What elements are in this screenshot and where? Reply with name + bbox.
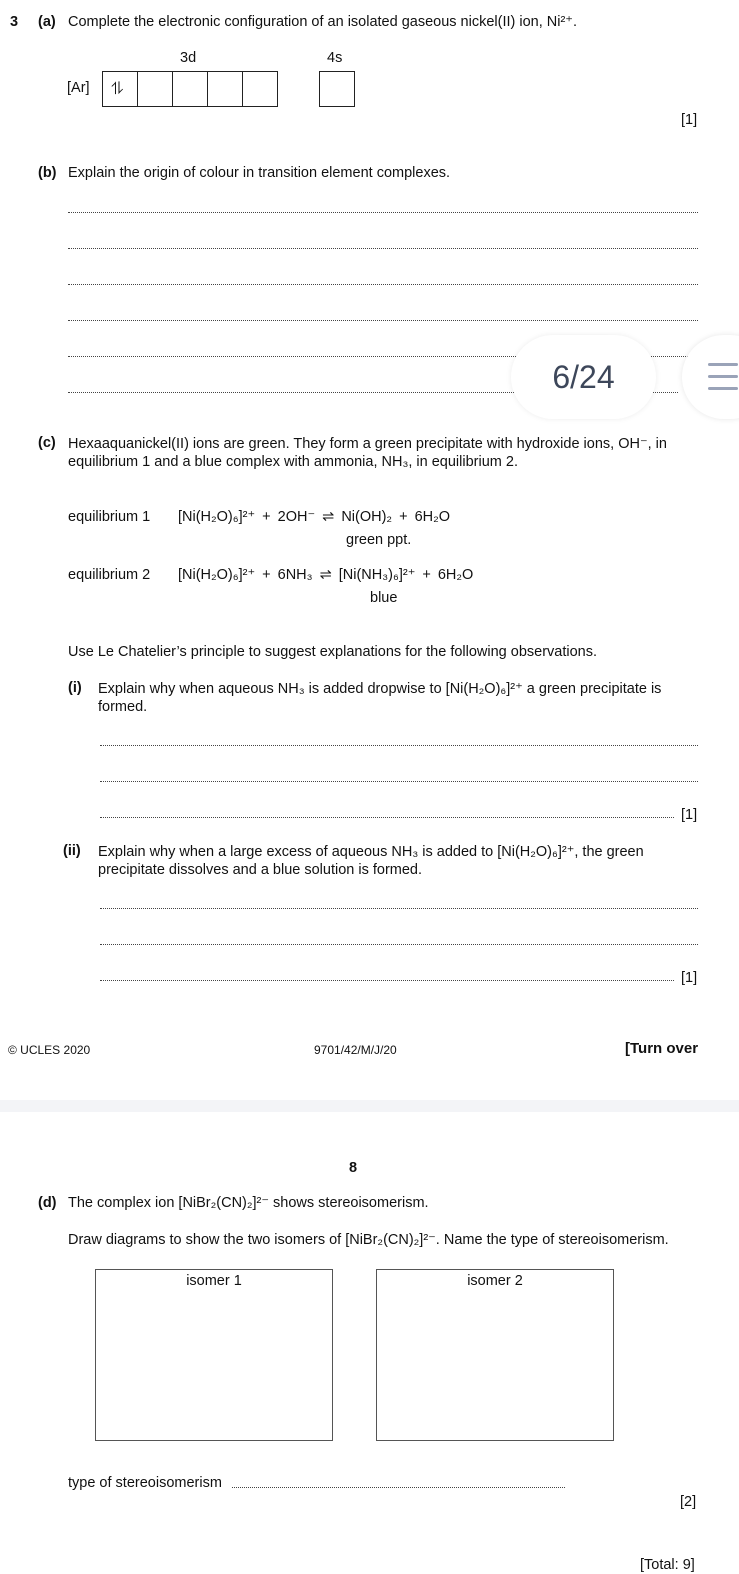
orbital-3d-4[interactable]	[207, 71, 243, 107]
orbital-3d-5[interactable]	[242, 71, 278, 107]
answer-line[interactable]	[68, 248, 698, 249]
answer-line[interactable]	[100, 745, 698, 746]
orbital-3d-2[interactable]	[137, 71, 173, 107]
part-a-label: (a)	[38, 14, 56, 30]
type-label: type of stereoisomerism	[68, 1475, 222, 1491]
electron-pair: ⥮	[111, 79, 124, 98]
part-b-text: Explain the origin of colour in transition element complexes.	[68, 165, 451, 181]
eq1-note: green ppt.	[346, 532, 412, 548]
orbital-3d-3[interactable]	[172, 71, 208, 107]
menu-button[interactable]	[682, 335, 739, 419]
part-d-label: (d)	[38, 1195, 57, 1211]
eq2: [Ni(H₂O)₆]²⁺ + 6NH₃ ⇌ [Ni(NH₃)₆]²⁺ + 6H₂O	[178, 567, 474, 583]
answer-line[interactable]	[68, 212, 698, 213]
eq1: [Ni(H₂O)₆]²⁺ + 2OH⁻ ⇌ Ni(OH)₂ + 6H₂O	[178, 509, 451, 525]
type-answer-line[interactable]	[232, 1487, 565, 1488]
mark-ci: [1]	[681, 807, 698, 823]
part-ci-label: (i)	[68, 680, 82, 696]
part-b-label: (b)	[38, 165, 57, 181]
part-a-text: Complete the electronic configuration of an isolated gaseous nickel(II) ion, Ni²⁺.	[68, 14, 577, 30]
answer-line[interactable]	[68, 320, 698, 321]
part-d-instruction: Draw diagrams to show the two isomers of [NiBr₂(CN)₂]²⁻. Name the type of stereoisomerism.	[68, 1232, 669, 1248]
question-number: 3	[10, 14, 19, 30]
answer-line[interactable]	[68, 284, 698, 285]
eq2-label: equilibrium 2	[68, 567, 151, 583]
menu-icon-bar	[708, 375, 738, 378]
part-d-text: The complex ion [NiBr₂(CN)₂]²⁻ shows stereoisomerism.	[68, 1195, 429, 1211]
isomer-1-box[interactable]	[95, 1269, 333, 1441]
isomer-2-box[interactable]	[376, 1269, 614, 1441]
copyright: © UCLES 2020	[8, 1043, 91, 1057]
label-4s: 4s	[327, 50, 343, 66]
mark-cii: [1]	[681, 970, 698, 986]
answer-line[interactable]	[100, 944, 698, 945]
answer-line[interactable]	[100, 980, 674, 981]
answer-line[interactable]	[100, 908, 698, 909]
menu-icon	[708, 363, 738, 366]
orbital-4s[interactable]	[319, 71, 355, 107]
paper-code: 9701/42/M/J/20	[314, 1043, 397, 1057]
label-3d: 3d	[180, 50, 197, 66]
part-c-label: (c)	[38, 435, 56, 451]
isomer-1-label: isomer 1	[186, 1273, 242, 1289]
eq2-note: blue	[370, 590, 398, 606]
instruction: Use Le Chatelier’s principle to suggest explanations for the following observations.	[68, 644, 598, 660]
page-indicator[interactable]: 6/24	[511, 335, 656, 419]
mark-d: [2]	[680, 1494, 697, 1510]
page-number: 8	[349, 1160, 358, 1176]
answer-line[interactable]	[100, 817, 674, 818]
part-cii-text: Explain why when a large excess of aqueous NH₃ is added to [Ni(H₂O)₆]²⁺, the green precipitate dissolves and a blue solution is formed.	[98, 844, 644, 878]
part-ci-text: Explain why when aqueous NH₃ is added dropwise to [Ni(H₂O)₆]²⁺ a green precipitate is formed.	[98, 681, 662, 715]
total-marks: [Total: 9]	[640, 1557, 695, 1573]
mark-a: [1]	[681, 112, 698, 128]
menu-icon-bar	[708, 387, 738, 390]
argon-core: [Ar]	[67, 80, 90, 96]
turn-over: [Turn over	[625, 1040, 699, 1057]
orbital-3d-1[interactable]	[102, 71, 138, 107]
part-c-text: Hexaaquanickel(II) ions are green. They form a green precipitate with hydroxide ions, OH⁻, in equilibrium 1 and a blue complex with ammonia, NH₃, in equilibrium 2.	[68, 436, 667, 470]
part-cii-label: (ii)	[63, 843, 81, 859]
eq1-label: equilibrium 1	[68, 509, 151, 525]
isomer-2-label: isomer 2	[467, 1273, 523, 1289]
page-gap	[0, 1100, 739, 1112]
answer-line[interactable]	[100, 781, 698, 782]
